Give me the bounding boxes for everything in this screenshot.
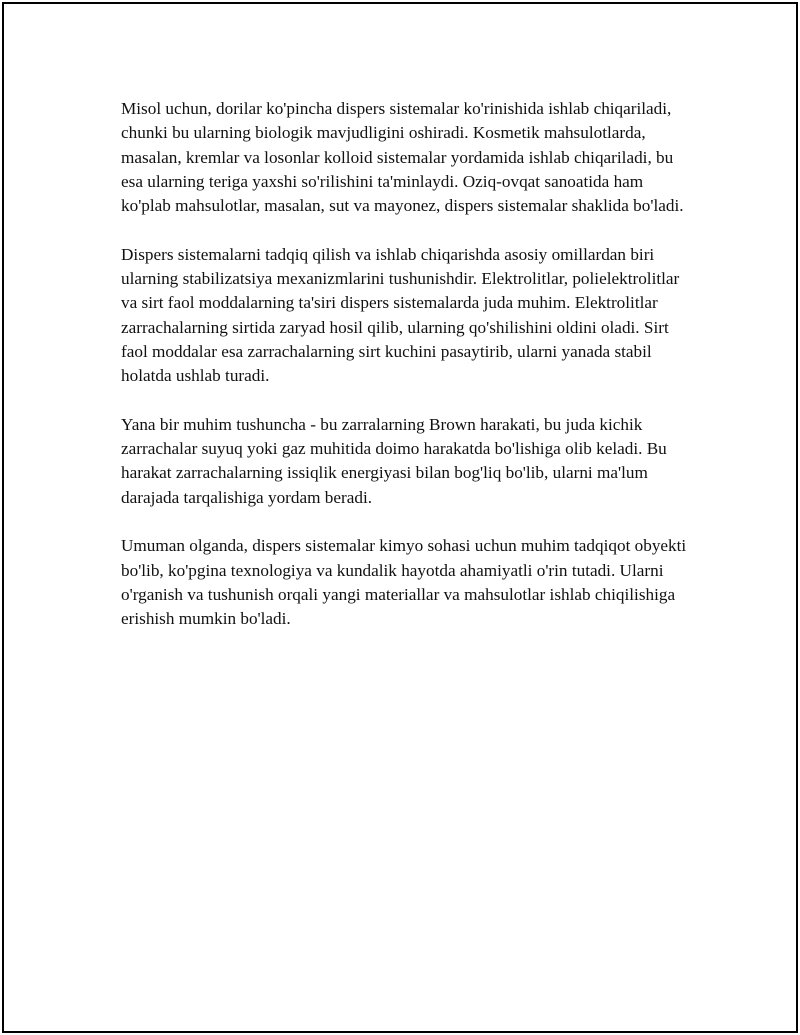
paragraph-applications: Misol uchun, dorilar ko'pincha dispers sistemalar ko'rinishida ishlab chiqariladi, chunki bu ularning biologik mavjudligini oshiradi. Kosmetik mahsulotlarda, masalan, kremlar va losonlar kolloid sistemalar yordamida ishlab chiqariladi, bu esa ularning teriga yaxshi so'rilishini ta'minlaydi. Oziq-ovqat sanoatida ham ko'plab mahsulotlar, masalan, sut va mayonez, dispers sistemalar shaklida bo'ladi. [121,99,684,216]
page-frame [2,2,798,1033]
paragraph-conclusion: Umuman olganda, dispers sistemalar kimyo sohasi uchun muhim tadqiqot obyekti bo'lib, ko'pgina texnologiya va kundalik hayotda ahamiyatli o'rin tutadi. Ularni o'rganish va tushunish orqali yangi materiallar va mahsulotlar ishlab chiqilishiga erishish mumkin bo'ladi. [121,536,687,629]
document-body [121,97,691,656]
paragraph-brownian-motion: Yana bir muhim tushuncha - bu zarralarning Brown harakati, bu juda kichik zarrachalar suyuq yoki gaz muhitida doimo harakatda bo'lishiga olib keladi. Bu harakat zarrachalarning issiqlik energiyasi bilan bog'liq bo'lib, ularni ma'lum darajada tarqalishiga yordam beradi. [121,414,667,507]
paragraph-stabilization: Dispers sistemalarni tadqiq qilish va ishlab chiqarishda asosiy omillardan biri ularning stabilizatsiya mexanizmlarini tushunishdir. Elektrolitlar, polielektrolitlar va sirt faol moddalarning ta'siri dispers sistemalarda juda muhim. Elektrolitlar zarrachalarning sirtida zaryad hosil qilib, ularning qo'shilishini oldini oladi. Sirt faol moddalar esa zarrachalarning sirt kuchini pasaytirib, ularni yanada stabil holatda ushlab turadi. [121,244,680,386]
